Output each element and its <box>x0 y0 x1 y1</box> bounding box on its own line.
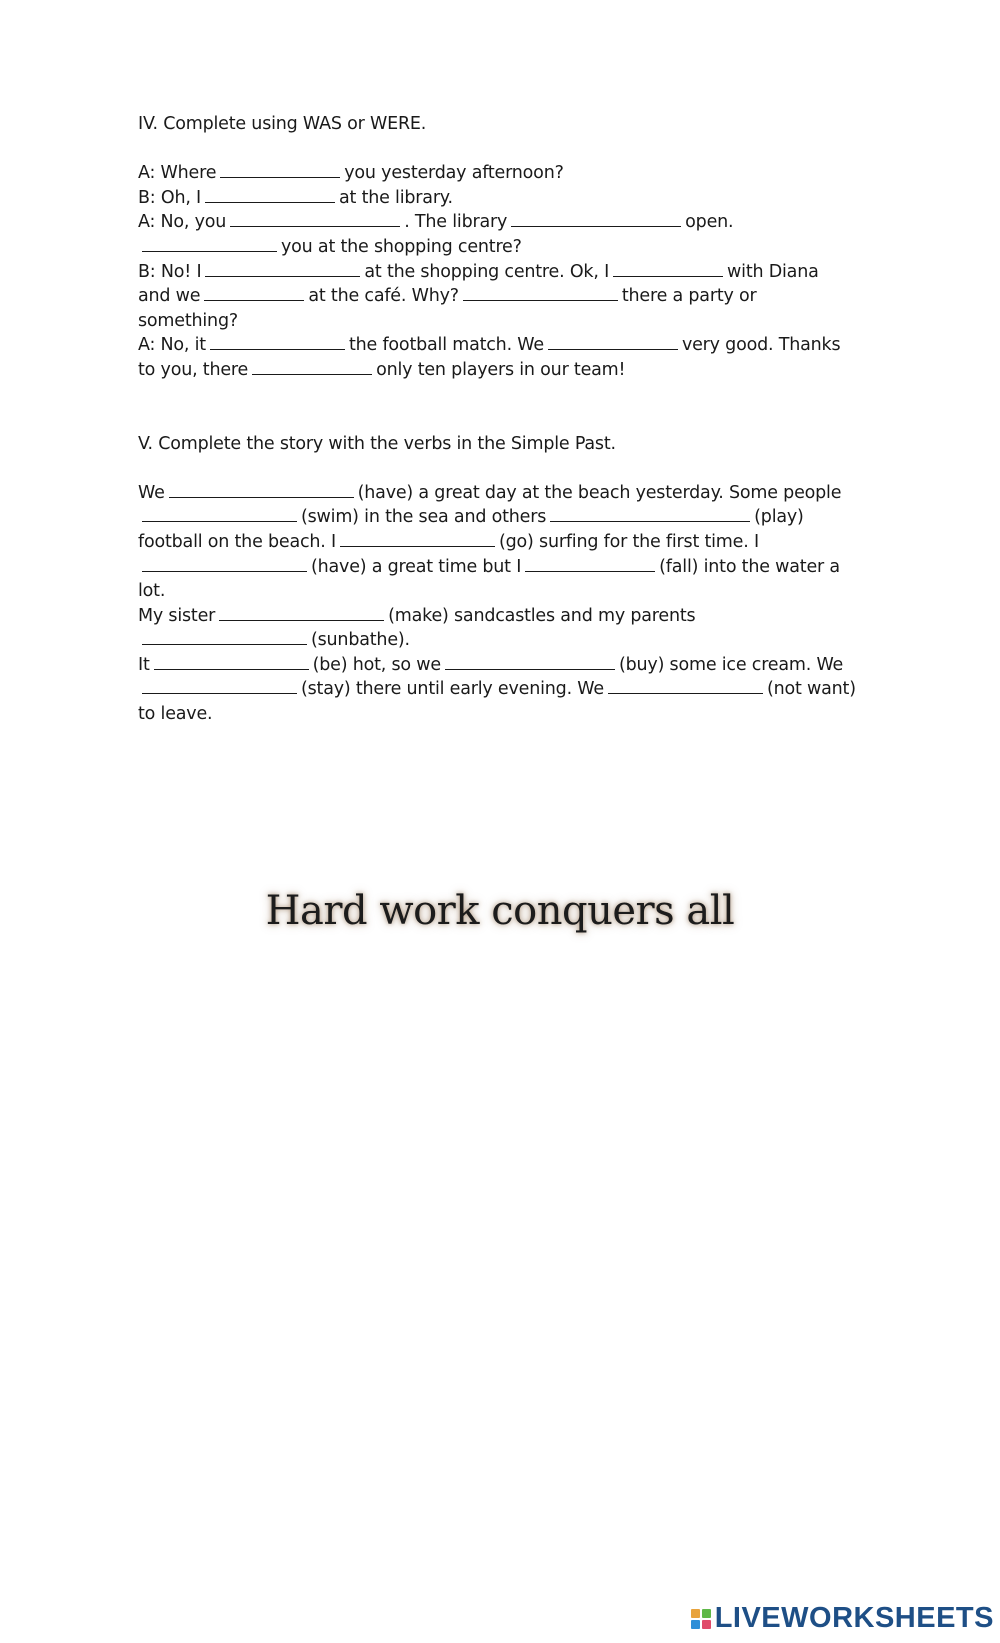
line-text: at the café. Why? <box>308 286 459 307</box>
logo-square <box>702 1609 711 1618</box>
line-text: open. <box>685 212 734 233</box>
line-text: . The library <box>404 212 508 233</box>
section-4-line <box>138 161 858 186</box>
answer-blank[interactable] <box>511 210 681 227</box>
logo-square <box>691 1620 700 1629</box>
line-text: A: No, you <box>138 212 227 233</box>
line-text: My sister <box>138 605 216 626</box>
line-text: B: No! I <box>138 261 202 282</box>
section-5-title: V. Complete the story with the verbs in the Simple Past. <box>138 433 616 454</box>
line-text: you at the shopping centre? <box>281 236 522 257</box>
line-text: something? <box>138 310 238 331</box>
section-5-line <box>138 555 858 580</box>
answer-blank[interactable] <box>340 530 495 547</box>
line-text: (go) surfing for the first time. I <box>499 531 759 552</box>
answer-blank[interactable] <box>220 161 340 178</box>
section-5-line <box>138 653 858 678</box>
answer-blank[interactable] <box>142 555 307 572</box>
answer-blank[interactable] <box>219 604 384 621</box>
line-text: and we <box>138 286 201 307</box>
answer-blank[interactable] <box>205 260 360 277</box>
line-text: football on the beach. I <box>138 531 336 552</box>
answer-blank[interactable] <box>205 186 335 203</box>
section-5-line <box>138 677 858 702</box>
answer-blank[interactable] <box>230 210 400 227</box>
line-text: the football match. We <box>348 335 544 356</box>
line-text: (sunbathe). <box>311 630 410 651</box>
answer-blank[interactable] <box>445 653 615 670</box>
line-text: (have) a great day at the beach yesterday. Some people <box>357 482 842 503</box>
line-text: very good. Thanks <box>681 335 841 356</box>
answer-blank[interactable] <box>548 333 678 350</box>
line-text: (stay) there until early evening. We <box>301 679 604 700</box>
line-text: at the library. <box>339 187 453 208</box>
answer-blank[interactable] <box>525 555 655 572</box>
section-5-line <box>138 505 858 530</box>
answer-blank[interactable] <box>608 677 763 694</box>
section-5-line <box>138 579 858 604</box>
line-text: (not want) <box>766 679 856 700</box>
line-text: A: No, it <box>138 335 206 356</box>
section-4-line <box>138 235 858 260</box>
section-5-line <box>138 702 858 727</box>
answer-blank[interactable] <box>204 284 304 301</box>
answer-blank[interactable] <box>142 235 277 252</box>
section-5-line <box>138 604 858 629</box>
logo-square <box>702 1620 711 1629</box>
answer-blank[interactable] <box>210 333 345 350</box>
line-text: (be) hot, so we <box>312 654 441 675</box>
answer-blank[interactable] <box>169 481 354 498</box>
section-4-body <box>138 161 858 382</box>
liveworksheets-logo-icon <box>691 1609 711 1629</box>
brand-name: LIVEWORKSHEETS <box>714 1602 994 1634</box>
answer-blank[interactable] <box>613 260 723 277</box>
worksheet <box>138 112 858 727</box>
section-4-line <box>138 260 858 285</box>
line-text: A: Where <box>138 163 217 184</box>
line-text: (make) sandcastles and my parents <box>388 605 696 626</box>
section-4-line <box>138 186 858 211</box>
line-text: It <box>138 654 150 675</box>
answer-blank[interactable] <box>154 653 309 670</box>
section-5-line <box>138 628 858 653</box>
line-text: to you, there <box>138 359 249 380</box>
line-text: there a party or <box>621 286 757 307</box>
line-text: to leave. <box>138 704 213 725</box>
section-4-line <box>138 333 858 358</box>
answer-blank[interactable] <box>550 505 750 522</box>
answer-blank[interactable] <box>142 677 297 694</box>
line-text: at the shopping centre. Ok, I <box>364 261 610 282</box>
line-text: with Diana <box>727 261 819 282</box>
liveworksheets-brand <box>691 1602 994 1635</box>
section-4-line <box>138 358 858 383</box>
section-5-line <box>138 530 858 555</box>
answer-blank[interactable] <box>463 284 618 301</box>
line-text: (play) <box>754 507 804 528</box>
answer-blank[interactable] <box>142 628 307 645</box>
line-text: you yesterday afternoon? <box>344 163 564 184</box>
section-4-line <box>138 210 858 235</box>
line-text: only ten players in our team! <box>376 359 626 380</box>
line-text: We <box>138 482 165 503</box>
line-text: (have) a great time but I <box>311 556 522 577</box>
section-5-line <box>138 481 858 506</box>
line-text: (swim) in the sea and others <box>301 507 547 528</box>
section-4-line <box>138 309 858 334</box>
line-text: lot. <box>138 581 166 602</box>
section-5-body <box>138 481 858 727</box>
answer-blank[interactable] <box>252 358 372 375</box>
logo-square <box>691 1609 700 1618</box>
line-text: (buy) some ice cream. We <box>618 654 844 675</box>
section-4-title: IV. Complete using WAS or WERE. <box>138 114 427 134</box>
answer-blank[interactable] <box>142 505 297 522</box>
section-4-line <box>138 284 858 309</box>
line-text: (fall) into the water a <box>659 556 840 577</box>
motto-text: Hard work conquers all <box>265 888 735 934</box>
line-text: B: Oh, I <box>138 187 202 208</box>
